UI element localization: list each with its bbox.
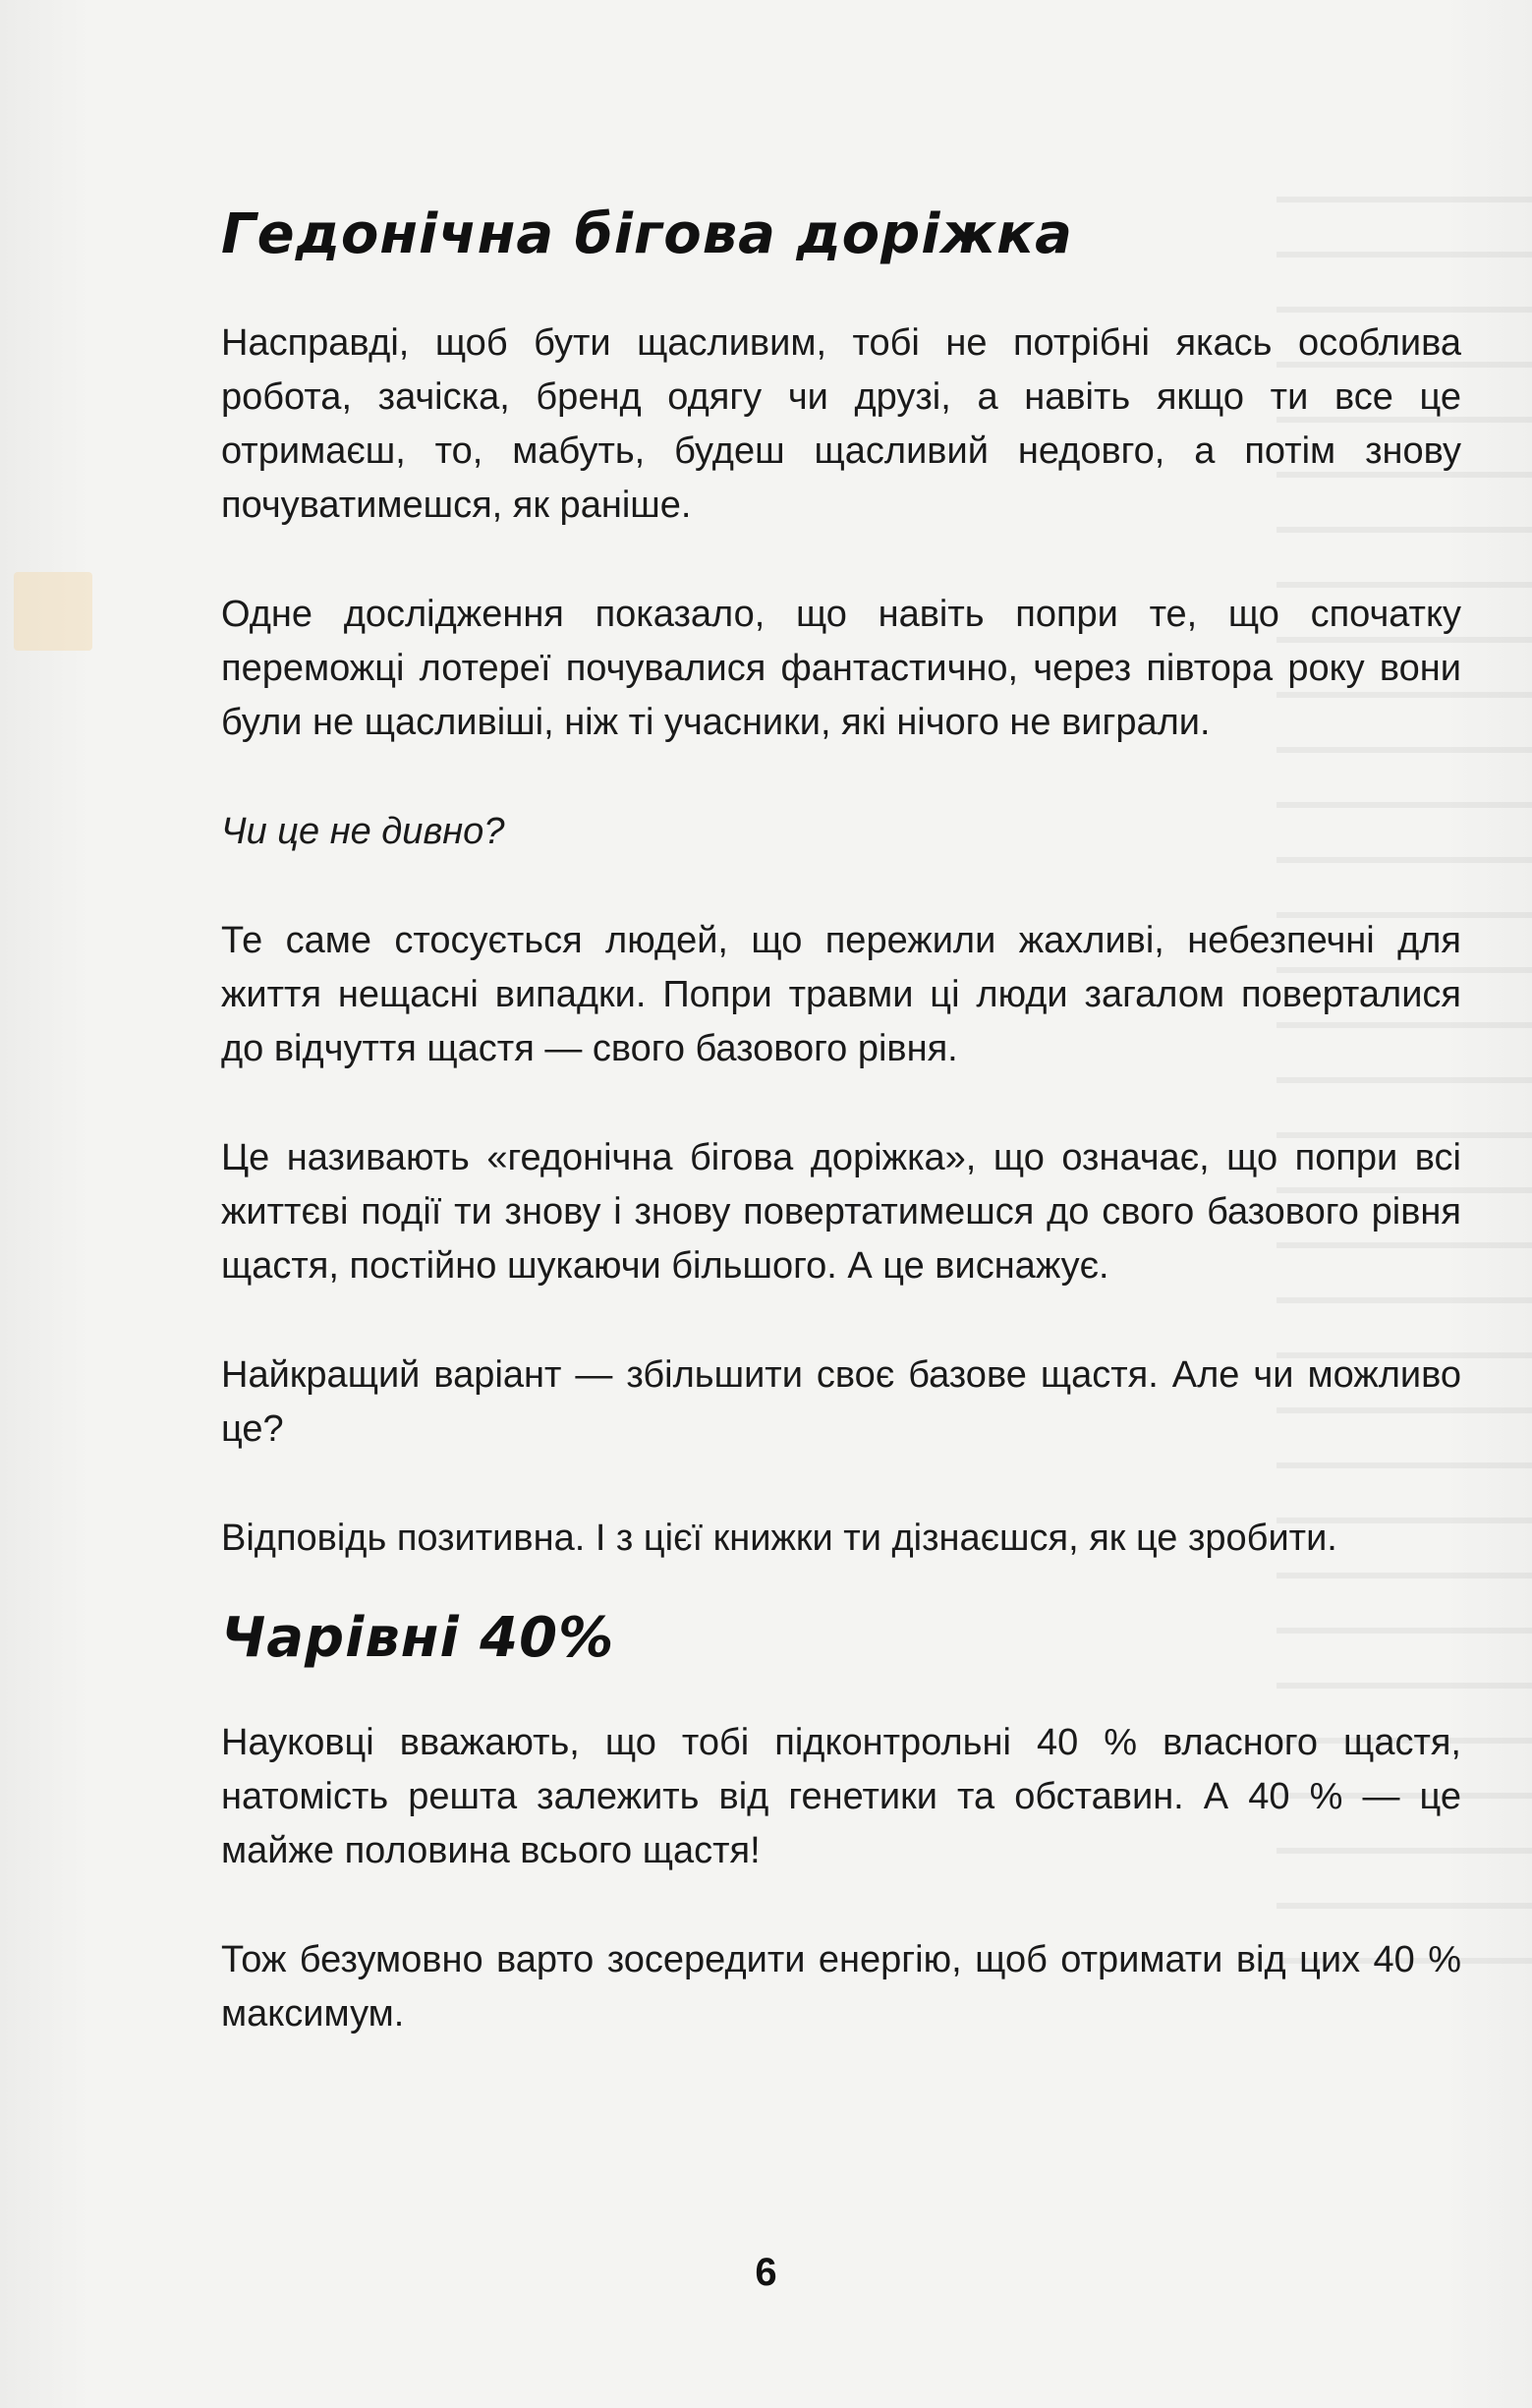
paragraph: Відповідь позитивна. І з цієї книжки ти дізнаєшся, як це зробити. [221,1518,1337,1560]
paragraph: Одне дослідження показало, що навіть попри те, що спочатку переможці лотереї почувалися фантастично, через півтора року вони були не щасливіші, ніж ті учасники, які нічого не виграли. [221,594,1461,744]
paragraph: Тож безумовно варто зосередити енергію, щоб отримати від цих 40 % максимум. [221,1939,1461,2035]
paragraph: Найкращий варіант — збільшити своє базове щастя. Але чи можливо це? [221,1354,1461,1451]
section-title-magic-40: Чарівні 40% [221,1606,615,1671]
italic-question: Чи це не дивно? [221,811,505,853]
paragraph: Це називають «гедонічна бігова доріжка», що означає, що попри всі життєві події ти знову і знову повертатимешся до свого базового рівня щастя, постійно шукаючи більшого. А це виснажує. [221,1137,1461,1288]
bleed-through-mark [14,572,92,651]
paragraph: Насправді, щоб бути щасливим, тобі не потрібні якась особлива робота, зачіска, бренд одягу чи друзі, а навіть якщо ти все це отримаєш, то, мабуть, будеш щасливий недовго, а потім знову почуватимешся, як раніше. [221,322,1461,527]
page-number: 6 [755,2251,777,2294]
paragraph: Науковці вважають, що тобі підконтрольні 40 % власного щастя, натомість решта залежить від генетики та обставин. А 40 % — це майже половина всього щастя! [221,1722,1461,1872]
page-content [221,201,1461,2096]
section-title-hedonic-treadmill: Гедонічна бігова доріжка [221,202,1073,266]
paragraph: Те саме стосується людей, що пережили жахливі, небезпечні для життя нещасні випадки. Попри травми ці люди загалом поверталися до відчуття щастя — свого базового рівня. [221,920,1461,1070]
